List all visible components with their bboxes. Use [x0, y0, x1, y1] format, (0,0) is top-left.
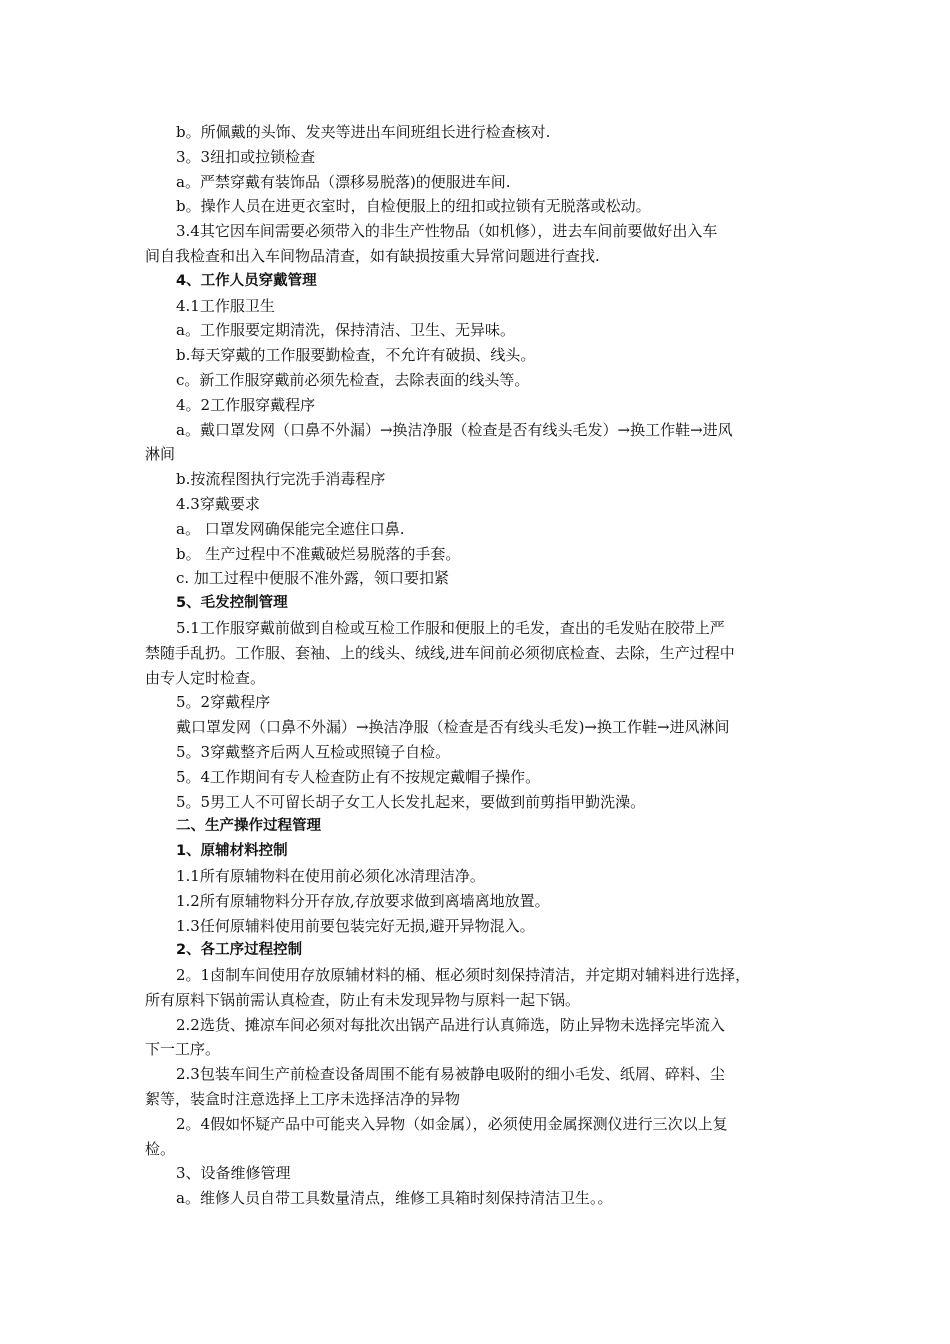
text-line: b。 生产过程中不准戴破烂易脱落的手套。: [176, 544, 461, 563]
section-heading: 5、毛发控制管理: [176, 595, 288, 612]
section-heading: 4、工作人员穿戴管理: [176, 272, 317, 289]
text-line: 3。3纽扣或拉锁检查: [176, 147, 316, 166]
section-heading: 二、生产操作过程管理: [176, 818, 321, 835]
text-line: 5.1工作服穿戴前做到自检或互检工作服和便服上的毛发，查出的毛发贴在胶带上严: [176, 618, 725, 637]
text-line: 5。3穿戴整齐后两人互检或照镜子自检。: [176, 742, 451, 761]
text-line: 戴口罩发网（口鼻不外漏）→换洁净服（检查是否有线头毛发)→换工作鞋→进风淋间: [176, 718, 730, 737]
text-line: 5。4工作期间有专人检查防止有不按规定戴帽子操作。: [176, 767, 541, 786]
text-line: a。维修人员自带工具数量清点，维修工具箱时刻保持清洁卫生。。: [176, 1189, 613, 1208]
text-line: 禁随手乱扔。工作服、套袖、上的线头、绒线,进车间前必须彻底检查、去除，生产过程中: [145, 643, 735, 662]
text-line: b.每天穿戴的工作服要勤检查，不允许有破损、线头。: [176, 346, 536, 365]
text-line: a。戴口罩发网（口鼻不外漏）→换洁净服（检查是否有线头毛发）→换工作鞋→进风: [176, 420, 733, 439]
text-line: 下一工序。: [145, 1040, 221, 1059]
text-line: c。新工作服穿戴前必须先检查，去除表面的线头等。: [176, 370, 530, 389]
text-line: 淋间: [145, 445, 176, 464]
text-line: b。操作人员在进更衣室时，自检便服上的纽扣或拉锁有无脱落或松动。: [176, 197, 651, 216]
text-line: 2.2选货、摊凉车间必须对每批次出锅产品进行认真筛选，防止异物未选择完毕流入: [176, 1015, 725, 1034]
text-line: 3、设备维修管理: [176, 1164, 291, 1183]
text-line: a。工作服要定期清洗，保持清洁、卫生、无异味。: [176, 321, 515, 340]
text-line: 1.3任何原辅料使用前要包装完好无损,避开异物混入。: [176, 916, 535, 935]
text-line: b。所佩戴的头饰、发夹等进出车间班组长进行检查核对.: [176, 123, 551, 141]
text-line: 1.2所有原辅物料分开存放,存放要求做到离墙离地放置。: [176, 891, 550, 910]
text-line: b.按流程图执行完洗手消毒程序: [176, 470, 386, 489]
text-line: 5。2穿戴程序: [176, 693, 271, 712]
text-line: a。严禁穿戴有装饰品（漂移易脱落)的便服进车间.: [176, 172, 511, 191]
text-line: 2.3包装车间生产前检查设备周围不能有易被静电吸附的细小毛发、纸屑、碎料、尘: [176, 1065, 725, 1084]
section-heading: 1、原辅材料控制: [176, 843, 288, 860]
text-line: 2。4假如怀疑产品中可能夹入异物（如金属），必须使用金属探测仪进行三次以上复: [176, 1114, 728, 1133]
text-line: c. 加工过程中便服不准外露，领口要扣紧: [176, 569, 449, 588]
text-line: 所有原料下锅前需认真检查，防止有未发现异物与原料一起下锅。: [145, 990, 581, 1009]
text-line: 5。5男工人不可留长胡子女工人长发扎起来，要做到前剪指甲勤洗澡。: [176, 792, 646, 811]
text-line: 1.1所有原辅物料在使用前必须化冰清理洁净。: [176, 866, 485, 885]
text-line: 4.1工作服卫生: [176, 296, 275, 315]
section-heading: 2、各工序过程控制: [176, 942, 303, 959]
text-line: 间自我检查和出入车间物品清查，如有缺损按重大异常问题进行查找.: [145, 246, 600, 265]
text-line: 4。2工作服穿戴程序: [176, 395, 316, 414]
text-line: 4.3穿戴要求: [176, 494, 260, 513]
text-line: 3.4其它因车间需要必须带入的非生产性物品（如机修），进去车间前要做好出入车: [176, 222, 718, 241]
text-line: a。 口罩发网确保能完全遮住口鼻.: [176, 519, 405, 538]
text-line: 2。1卤制车间使用存放原辅材料的桶、框必须时刻保持清洁，并定期对辅料进行选择，: [176, 966, 751, 985]
text-line: 检。: [145, 1139, 176, 1158]
text-line: 由专人定时检查。: [145, 668, 266, 687]
text-line: 絮等，装盒时注意选择上工序未选择洁净的异物: [145, 1090, 461, 1109]
document-body: [145, 120, 810, 1211]
